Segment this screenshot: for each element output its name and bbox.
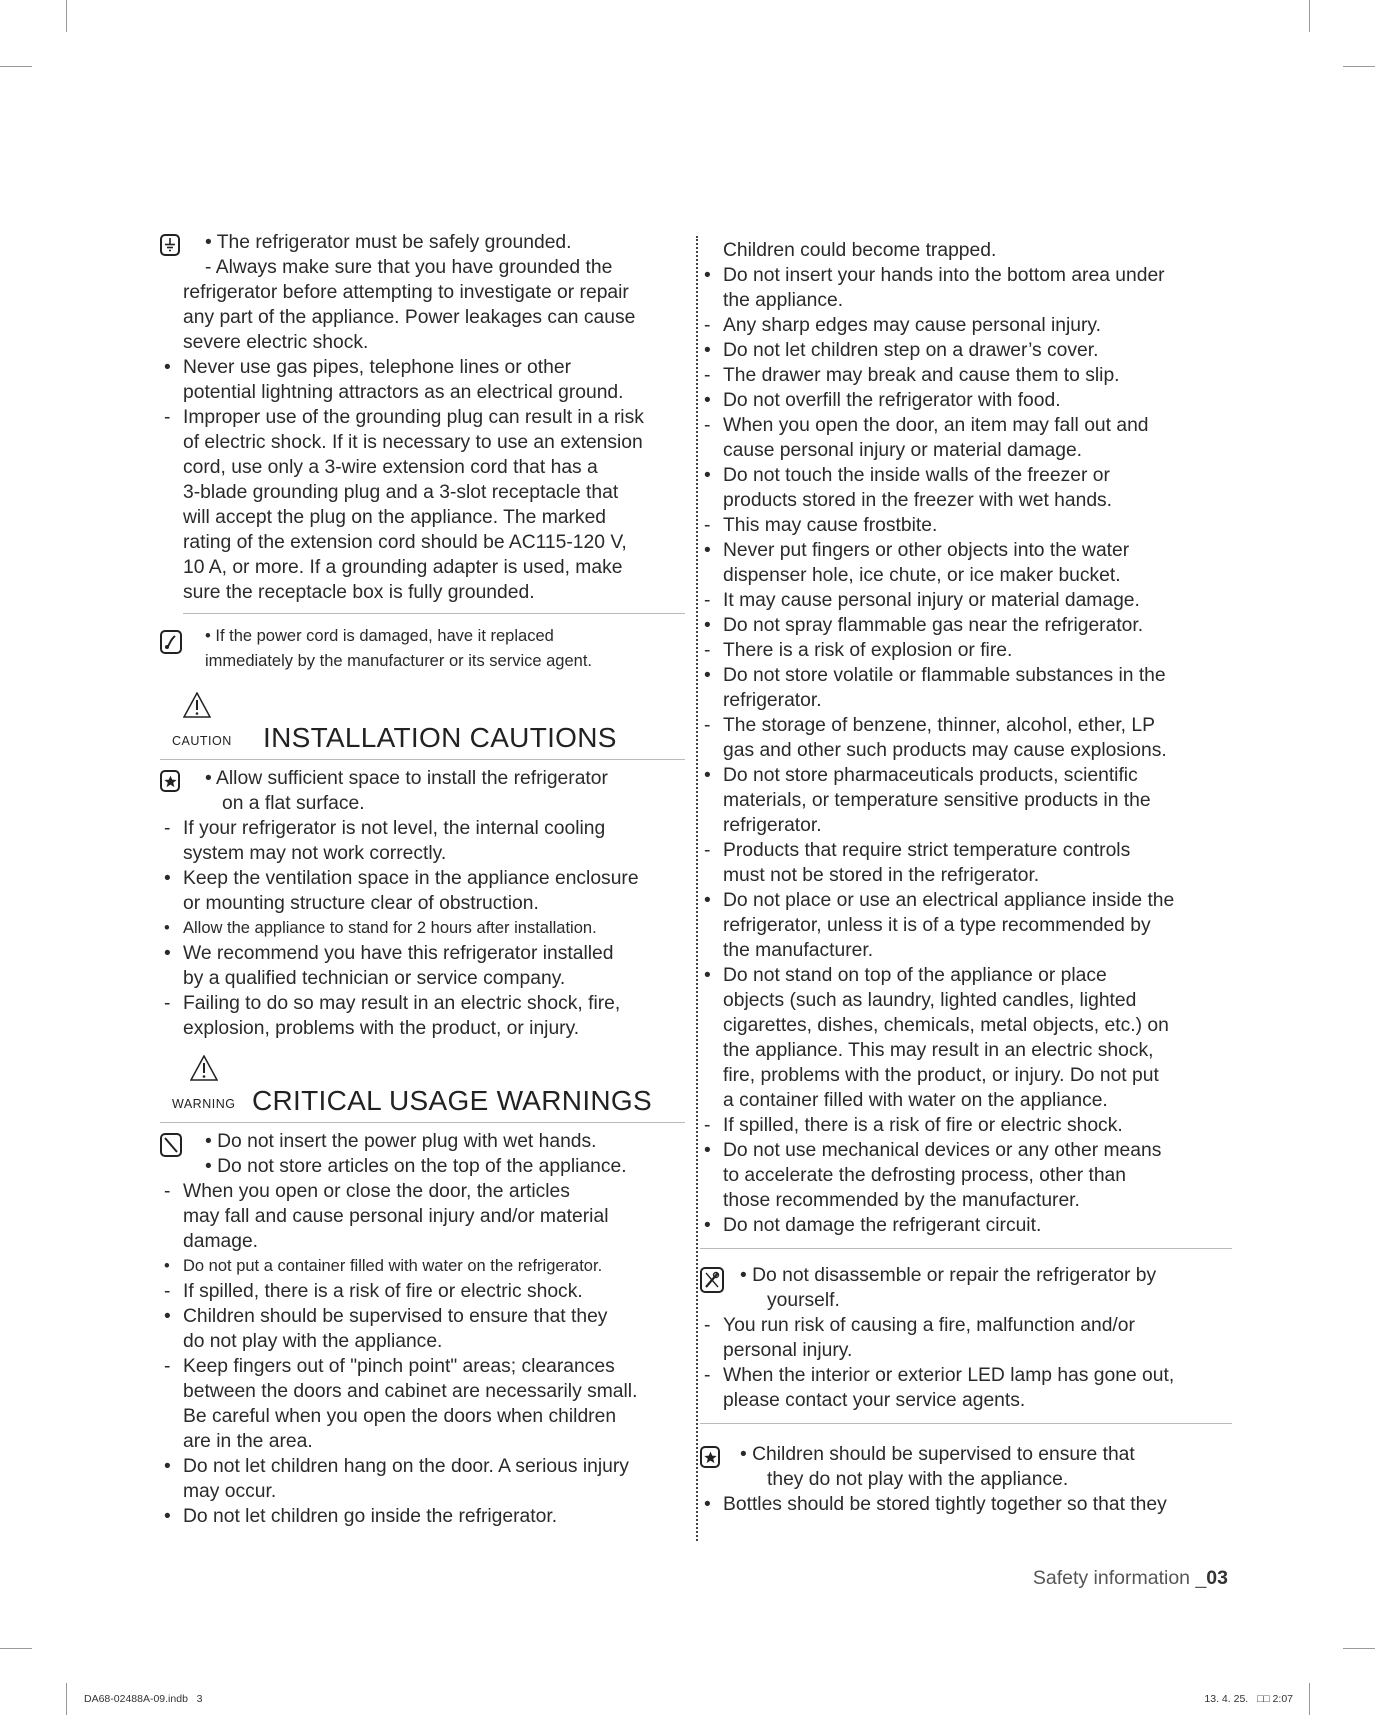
warnings-section bbox=[160, 1129, 685, 1529]
caution-label: CAUTION bbox=[172, 734, 232, 748]
bullet-text: Do not let children go inside the refrigerator. bbox=[183, 1506, 558, 1527]
usage-warnings-continued bbox=[700, 238, 1232, 1238]
dash-marker: - bbox=[164, 1181, 171, 1202]
bullet-line bbox=[160, 866, 685, 891]
text-line: are in the area. bbox=[183, 1431, 313, 1452]
text-line: damage. bbox=[183, 1231, 259, 1252]
bullet-line bbox=[700, 663, 1232, 688]
text-line: to accelerate the defrosting process, other than bbox=[723, 1165, 1127, 1186]
bullet-marker: • bbox=[164, 868, 171, 889]
dash-marker: - bbox=[704, 1365, 711, 1386]
text-line: between the doors and cabinet are necessarily small. bbox=[183, 1381, 638, 1402]
dash-marker: - bbox=[704, 515, 711, 536]
bullet-marker: • bbox=[704, 1494, 711, 1515]
bullet-text: Do not place or use an electrical appliance inside the bbox=[723, 890, 1175, 911]
text-line: sure the receptacle box is fully grounded. bbox=[183, 582, 535, 603]
bullet-line bbox=[160, 355, 685, 380]
text-line: • Children should be supervised to ensure that bbox=[740, 1444, 1135, 1465]
caution-triangle-icon bbox=[183, 692, 211, 718]
bullet-text: We recommend you have this refrigerator installed bbox=[183, 943, 614, 964]
dash-line bbox=[700, 313, 1232, 338]
bullet-text: Do not insert your hands into the bottom area under bbox=[723, 265, 1165, 286]
dash-marker: - bbox=[164, 1281, 171, 1302]
bullet-line bbox=[700, 538, 1232, 563]
dash-text: When the interior or exterior LED lamp has gone out, bbox=[723, 1365, 1175, 1386]
bullet-marker: • bbox=[704, 540, 711, 561]
right-column bbox=[700, 238, 1232, 1517]
bullet-marker: • bbox=[164, 1456, 171, 1477]
print-slug-file: DA68-02488A-09.indb 3 bbox=[84, 1693, 203, 1705]
page-number: 03 bbox=[1206, 1567, 1228, 1589]
bullet-marker: • bbox=[704, 465, 711, 486]
dash-line bbox=[700, 1113, 1232, 1138]
bullet-line bbox=[700, 763, 1232, 788]
dash-line bbox=[160, 816, 685, 841]
bullet-marker: • bbox=[164, 919, 170, 937]
dash-line bbox=[700, 363, 1232, 388]
bullet-text: Bottles should be stored tightly together so that they bbox=[723, 1494, 1167, 1515]
text-line: any part of the appliance. Power leakages can cause bbox=[183, 307, 636, 328]
text-line: • Do not insert the power plug with wet hands. bbox=[205, 1131, 597, 1152]
bullet-line bbox=[160, 916, 685, 941]
text-line: by a qualified technician or service company. bbox=[183, 968, 566, 989]
text-line: immediately by the manufacturer or its service agent. bbox=[205, 652, 593, 670]
bullet-marker: • bbox=[704, 1215, 711, 1236]
text-line: • Do not store articles on the top of the appliance. bbox=[205, 1156, 627, 1177]
dash-line bbox=[700, 1363, 1232, 1388]
crop-mark bbox=[0, 1648, 32, 1649]
dash-text: The storage of benzene, thinner, alcohol, ether, LP bbox=[723, 715, 1155, 736]
text-line: will accept the plug on the appliance. The marked bbox=[183, 507, 607, 528]
warnings-heading bbox=[160, 1055, 685, 1117]
bullet-marker: • bbox=[704, 1140, 711, 1161]
dash-line bbox=[700, 513, 1232, 538]
text-line: they do not play with the appliance. bbox=[767, 1469, 1069, 1490]
text-line: • The refrigerator must be safely grounded. bbox=[205, 232, 572, 253]
print-slug-date: 13. 4. 25. □□ 2:07 bbox=[1204, 1693, 1293, 1705]
text-line: objects (such as laundry, lighted candles, lighted bbox=[723, 990, 1137, 1011]
page-footer bbox=[1033, 1567, 1228, 1590]
text-line: do not play with the appliance. bbox=[183, 1331, 443, 1352]
footer-section-label: Safety information _ bbox=[1032, 1567, 1207, 1589]
text-line: dispenser hole, ice chute, or ice maker bucket. bbox=[723, 565, 1121, 586]
dash-line bbox=[700, 413, 1232, 438]
dash-text: Any sharp edges may cause personal injury. bbox=[723, 315, 1101, 336]
crop-mark bbox=[66, 1683, 67, 1715]
bullet-line bbox=[700, 1213, 1232, 1238]
bullet-text: Never put fingers or other objects into the water bbox=[723, 540, 1130, 561]
section-rule bbox=[700, 1248, 1232, 1249]
bullet-text: Children should be supervised to ensure that they bbox=[183, 1306, 608, 1327]
dash-text: It may cause personal injury or material damage. bbox=[723, 590, 1140, 611]
bullet-text: Do not stand on top of the appliance or place bbox=[723, 965, 1107, 986]
children-section bbox=[700, 1442, 1232, 1517]
crop-mark bbox=[1343, 66, 1375, 67]
crop-mark bbox=[1309, 0, 1310, 32]
bullet-marker: • bbox=[704, 615, 711, 636]
dash-marker: - bbox=[704, 315, 711, 336]
dash-text: When you open the door, an item may fall out and bbox=[723, 415, 1149, 436]
bullet-marker: • bbox=[164, 1257, 170, 1275]
dash-line bbox=[700, 588, 1232, 613]
text-line: cause personal injury or material damage. bbox=[723, 440, 1083, 461]
dash-marker: - bbox=[164, 818, 171, 839]
bullet-text: Do not damage the refrigerant circuit. bbox=[723, 1215, 1042, 1236]
text-line: may fall and cause personal injury and/or material bbox=[183, 1206, 609, 1227]
bullet-line bbox=[700, 338, 1232, 363]
text-line: must not be stored in the refrigerator. bbox=[723, 865, 1040, 886]
dash-marker: - bbox=[704, 1315, 711, 1336]
crop-mark bbox=[66, 0, 67, 32]
bullet-line bbox=[700, 1138, 1232, 1163]
text-line: cigarettes, dishes, chemicals, metal objects, etc.) on bbox=[723, 1015, 1169, 1036]
dash-marker: - bbox=[164, 993, 171, 1014]
dash-line bbox=[700, 638, 1232, 663]
text-line: personal injury. bbox=[723, 1340, 853, 1361]
bullet-marker: • bbox=[164, 943, 171, 964]
bullet-text: Do not let children hang on the door. A serious injury bbox=[183, 1456, 629, 1477]
dash-marker: - bbox=[704, 590, 711, 611]
text-line: 10 A, or more. If a grounding adapter is used, make bbox=[183, 557, 623, 578]
heading-rule bbox=[160, 759, 685, 760]
text-line: refrigerator, unless it is of a type recommended by bbox=[723, 915, 1151, 936]
warning-triangle-icon bbox=[190, 1055, 218, 1081]
bullet-text: Do not overfill the refrigerator with food. bbox=[723, 390, 1061, 411]
text-line: explosion, problems with the product, or injury. bbox=[183, 1018, 580, 1039]
text-line: of electric shock. If it is necessary to use an extension bbox=[183, 432, 643, 453]
dash-text: There is a risk of explosion or fire. bbox=[723, 640, 1013, 661]
bullet-text: Do not put a container filled with water on the refrigerator. bbox=[183, 1257, 603, 1275]
warning-label: WARNING bbox=[172, 1097, 236, 1111]
dash-line bbox=[160, 405, 685, 430]
bullet-text: Keep the ventilation space in the appliance enclosure bbox=[183, 868, 639, 889]
left-column bbox=[160, 230, 685, 1529]
text-line: the manufacturer. bbox=[723, 940, 874, 961]
grounding-section bbox=[160, 230, 685, 605]
dash-text: When you open or close the door, the articles bbox=[183, 1181, 570, 1202]
bullet-marker: • bbox=[164, 1506, 171, 1527]
dash-line bbox=[700, 1313, 1232, 1338]
text-line: 3-blade grounding plug and a 3-slot receptacle that bbox=[183, 482, 619, 503]
section-rule bbox=[183, 613, 685, 614]
bullet-marker: • bbox=[704, 665, 711, 686]
text-line: • Do not disassemble or repair the refrigerator by bbox=[740, 1265, 1157, 1286]
text-line: the appliance. bbox=[723, 290, 844, 311]
bullet-line bbox=[160, 1304, 685, 1329]
dash-marker: - bbox=[704, 415, 711, 436]
bullet-text: Do not spray flammable gas near the refrigerator. bbox=[723, 615, 1144, 636]
dash-text: If your refrigerator is not level, the internal cooling bbox=[183, 818, 606, 839]
dash-text: Keep fingers out of "pinch point" areas; clearances bbox=[183, 1356, 615, 1377]
bullet-marker: • bbox=[704, 390, 711, 411]
text-line: Be careful when you open the doors when children bbox=[183, 1406, 617, 1427]
bullet-marker: • bbox=[704, 340, 711, 361]
text-line: the appliance. This may result in an electric shock, bbox=[723, 1040, 1154, 1061]
text-line: those recommended by the manufacturer. bbox=[723, 1190, 1080, 1211]
text-line: cord, use only a 3-wire extension cord that has a bbox=[183, 457, 598, 478]
bullet-marker: • bbox=[164, 357, 171, 378]
text-line: • If the power cord is damaged, have it replaced bbox=[205, 627, 554, 645]
bullet-text: Allow the appliance to stand for 2 hours after installation. bbox=[183, 919, 597, 937]
bullet-line bbox=[700, 888, 1232, 913]
text-line: on a flat surface. bbox=[222, 793, 365, 814]
power-cord-section bbox=[160, 624, 685, 674]
heading-rule bbox=[160, 1122, 685, 1123]
text-line: products stored in the freezer with wet hands. bbox=[723, 490, 1113, 511]
crop-mark bbox=[0, 66, 32, 67]
disassemble-section bbox=[700, 1263, 1232, 1413]
dash-line bbox=[160, 1354, 685, 1379]
bullet-marker: • bbox=[704, 765, 711, 786]
bullet-marker: • bbox=[164, 1306, 171, 1327]
installation-title: INSTALLATION CAUTIONS bbox=[263, 722, 617, 753]
dash-marker: - bbox=[164, 1356, 171, 1377]
bullet-text: Do not touch the inside walls of the freezer or bbox=[723, 465, 1110, 486]
text-line: • Allow sufficient space to install the refrigerator bbox=[205, 768, 608, 789]
bullet-line bbox=[700, 463, 1232, 488]
crop-mark bbox=[1343, 1648, 1375, 1649]
bullet-text: Do not use mechanical devices or any other means bbox=[723, 1140, 1162, 1161]
installation-section bbox=[160, 766, 685, 1041]
dash-marker: - bbox=[704, 715, 711, 736]
text-line: system may not work correctly. bbox=[183, 843, 447, 864]
text-line: Children could become trapped. bbox=[723, 240, 997, 261]
bullet-line bbox=[700, 963, 1232, 988]
dash-marker: - bbox=[164, 407, 171, 428]
dash-line bbox=[700, 713, 1232, 738]
text-line: severe electric shock. bbox=[183, 332, 369, 353]
dash-text: Failing to do so may result in an electric shock, fire, bbox=[183, 993, 621, 1014]
bullet-text: Do not store volatile or flammable substances in the bbox=[723, 665, 1166, 686]
dash-marker: - bbox=[704, 640, 711, 661]
text-line: - Always make sure that you have grounded the bbox=[205, 257, 613, 278]
dash-text: You run risk of causing a fire, malfunction and/or bbox=[723, 1315, 1135, 1336]
text-line: refrigerator. bbox=[723, 815, 822, 836]
bullet-marker: • bbox=[704, 965, 711, 986]
bullet-text: Never use gas pipes, telephone lines or other bbox=[183, 357, 572, 378]
warnings-title: CRITICAL USAGE WARNINGS bbox=[252, 1085, 652, 1116]
text-line: fire, problems with the product, or injury. Do not put bbox=[723, 1065, 1159, 1086]
text-line: or mounting structure clear of obstruction. bbox=[183, 893, 539, 914]
bullet-line bbox=[700, 1492, 1232, 1517]
bullet-line bbox=[700, 613, 1232, 638]
dash-line bbox=[700, 838, 1232, 863]
bullet-line bbox=[160, 1454, 685, 1479]
text-line: may occur. bbox=[183, 1481, 277, 1502]
dash-text: Products that require strict temperature controls bbox=[723, 840, 1131, 861]
text-line: refrigerator. bbox=[723, 690, 822, 711]
text-line: a container filled with water on the appliance. bbox=[723, 1090, 1108, 1111]
text-line: rating of the extension cord should be AC115-120 V, bbox=[183, 532, 627, 553]
text-line: yourself. bbox=[767, 1290, 840, 1311]
dash-line bbox=[160, 991, 685, 1016]
bullet-text: Do not let children step on a drawer’s cover. bbox=[723, 340, 1099, 361]
dash-text: If spilled, there is a risk of fire or electric shock. bbox=[183, 1281, 583, 1302]
bullet-line bbox=[160, 1254, 685, 1279]
text-line: refrigerator before attempting to investigate or repair bbox=[183, 282, 629, 303]
text-line: please contact your service agents. bbox=[723, 1390, 1026, 1411]
installation-heading bbox=[160, 692, 685, 754]
bullet-line bbox=[160, 1504, 685, 1529]
text-line: potential lightning attractors as an electrical ground. bbox=[183, 382, 624, 403]
crop-mark bbox=[1309, 1683, 1310, 1715]
bullet-line bbox=[700, 388, 1232, 413]
dash-text: This may cause frostbite. bbox=[723, 515, 938, 536]
dash-marker: - bbox=[704, 1115, 711, 1136]
dash-line bbox=[160, 1179, 685, 1204]
bullet-line bbox=[700, 263, 1232, 288]
bullet-marker: • bbox=[704, 265, 711, 286]
section-rule bbox=[700, 1423, 1232, 1424]
dash-text: The drawer may break and cause them to slip. bbox=[723, 365, 1120, 386]
dash-line bbox=[160, 1279, 685, 1304]
dash-marker: - bbox=[704, 840, 711, 861]
bullet-text: Do not store pharmaceuticals products, scientific bbox=[723, 765, 1138, 786]
bullet-line bbox=[160, 941, 685, 966]
column-divider bbox=[696, 236, 698, 1541]
text-line: gas and other such products may cause explosions. bbox=[723, 740, 1167, 761]
dash-text: Improper use of the grounding plug can result in a risk bbox=[183, 407, 644, 428]
text-line: materials, or temperature sensitive products in the bbox=[723, 790, 1151, 811]
bullet-marker: • bbox=[704, 890, 711, 911]
dash-text: If spilled, there is a risk of fire or electric shock. bbox=[723, 1115, 1123, 1136]
dash-marker: - bbox=[704, 365, 711, 386]
